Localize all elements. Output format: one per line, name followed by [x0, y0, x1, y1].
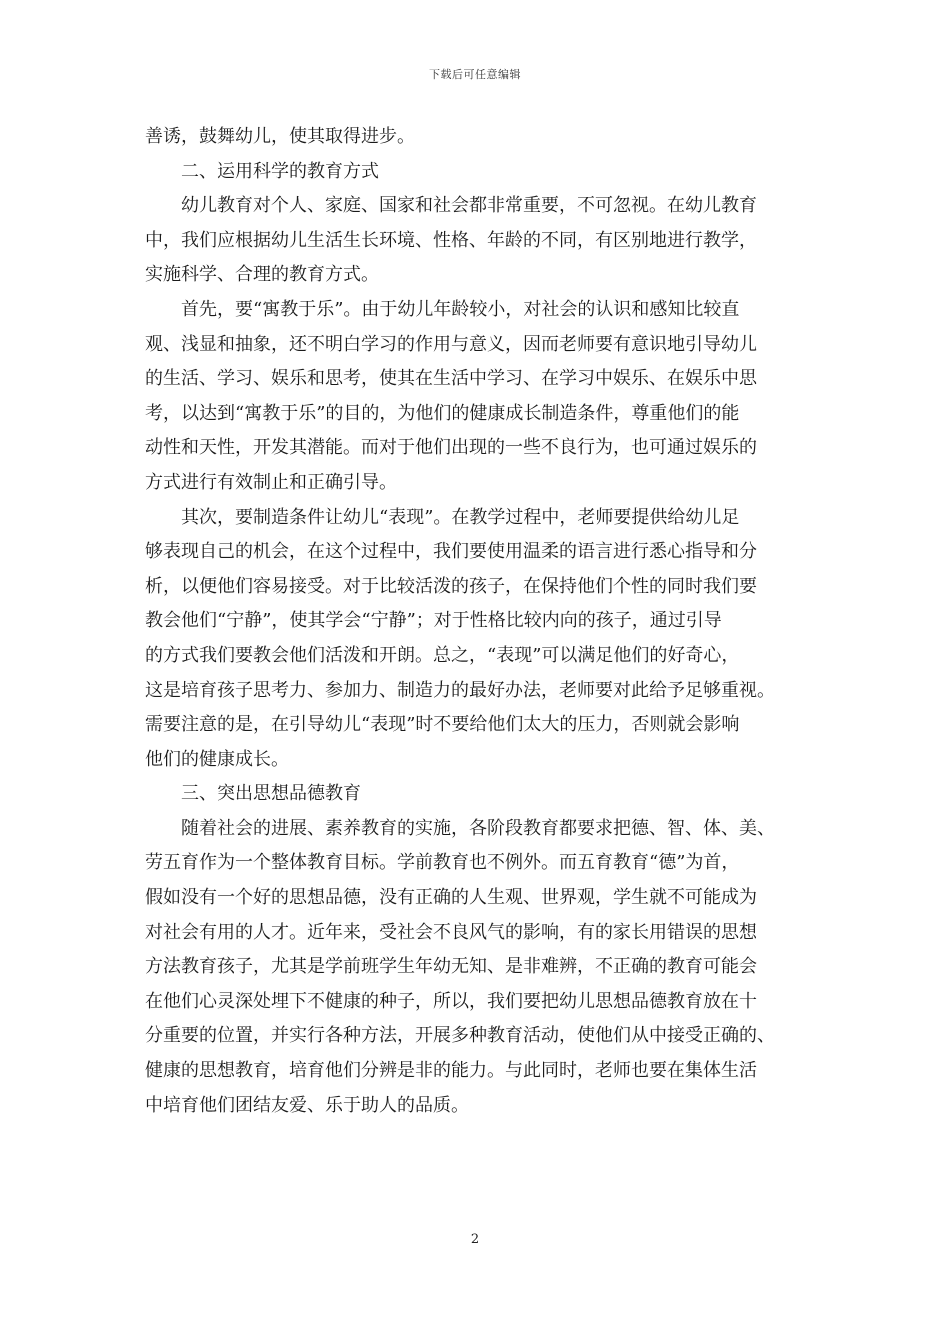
text-line: 考，以达到“寓教于乐”的目的，为他们的健康成长制造条件，尊重他们的能: [145, 402, 740, 424]
text-line: 首先，要“寓教于乐”。由于幼儿年龄较小，对社会的认识和感知比较直: [181, 298, 740, 320]
text-line: 随着社会的进展、素养教育的实施，各阶段教育都要求把德、智、体、美、: [181, 817, 775, 839]
document-body: [145, 120, 815, 1123]
text-line: 善诱，鼓舞幼儿，使其取得进步。: [145, 126, 415, 147]
text-line: 假如没有一个好的思想品德，没有正确的人生观、世界观，学生就不可能成为: [145, 887, 757, 909]
page-header: 下载后可任意编辑: [429, 68, 521, 81]
text-line: 观、浅显和抽象，还不明白学习的作用与意义，因而老师要有意识地引导幼儿: [145, 333, 757, 355]
text-line: 三、突出思想品德教育: [181, 783, 361, 805]
text-line: 够表现自己的机会，在这个过程中，我们要使用温柔的语言进行悉心指导和分: [145, 541, 757, 563]
text-line: 的生活、学习、娱乐和思考，使其在生活中学习、在学习中娱乐、在娱乐中思: [145, 368, 757, 390]
text-line: 中培育他们团结友爱、乐于助人的品质。: [145, 1094, 469, 1116]
text-line: 分重要的位置，并实行各种方法，开展多种教育活动，使他们从中接受正确的、: [145, 1025, 775, 1047]
text-line: 其次，要制造条件让幼儿“表现”。在教学过程中，老师要提供给幼儿足: [181, 506, 740, 528]
text-line: 在他们心灵深处埋下不健康的种子，所以，我们要把幼儿思想品德教育放在十: [145, 990, 757, 1012]
text-line: 动性和天性，开发其潜能。而对于他们出现的一些不良行为，也可通过娱乐的: [145, 437, 757, 459]
page-number: 2: [470, 1232, 480, 1247]
text-line: 需要注意的是，在引导幼儿“表现”时不要给他们太大的压力，否则就会影响: [145, 714, 740, 736]
text-line: 方式进行有效制止和正确引导。: [145, 471, 397, 493]
text-line: 的方式我们要教会他们活泼和开朗。总之，“表现”可以满足他们的好奇心，: [145, 644, 740, 666]
text-line: 这是培育孩子思考力、参加力、制造力的最好办法，老师要对此给予足够重视。: [145, 679, 775, 701]
text-line: 中，我们应根据幼儿生活生长环境、性格、年龄的不同，有区别地进行教学，: [145, 229, 757, 251]
text-line: 对社会有用的人才。近年来，受社会不良风气的影响，有的家长用错误的思想: [145, 921, 757, 943]
text-line: 劳五育作为一个整体教育目标。学前教育也不例外。而五育教育“德”为首，: [145, 852, 740, 874]
text-line: 他们的健康成长。: [145, 748, 289, 770]
text-line: 方法教育孩子，尤其是学前班学生年幼无知、是非难辨，不正确的教育可能会: [145, 956, 757, 978]
text-line: 二、运用科学的教育方式: [181, 160, 379, 182]
text-line: 实施科学、合理的教育方式。: [145, 264, 379, 286]
text-line: 析，以便他们容易接受。对于比较活泼的孩子，在保持他们个性的同时我们要: [145, 575, 757, 597]
text-line: 幼儿教育对个人、家庭、国家和社会都非常重要，不可忽视。在幼儿教育: [181, 195, 757, 217]
text-line: 教会他们“宁静”，使其学会“宁静”；对于性格比较内向的孩子，通过引导: [145, 610, 722, 632]
text-line: 健康的思想教育，培育他们分辨是非的能力。与此同时，老师也要在集体生活: [145, 1060, 757, 1082]
